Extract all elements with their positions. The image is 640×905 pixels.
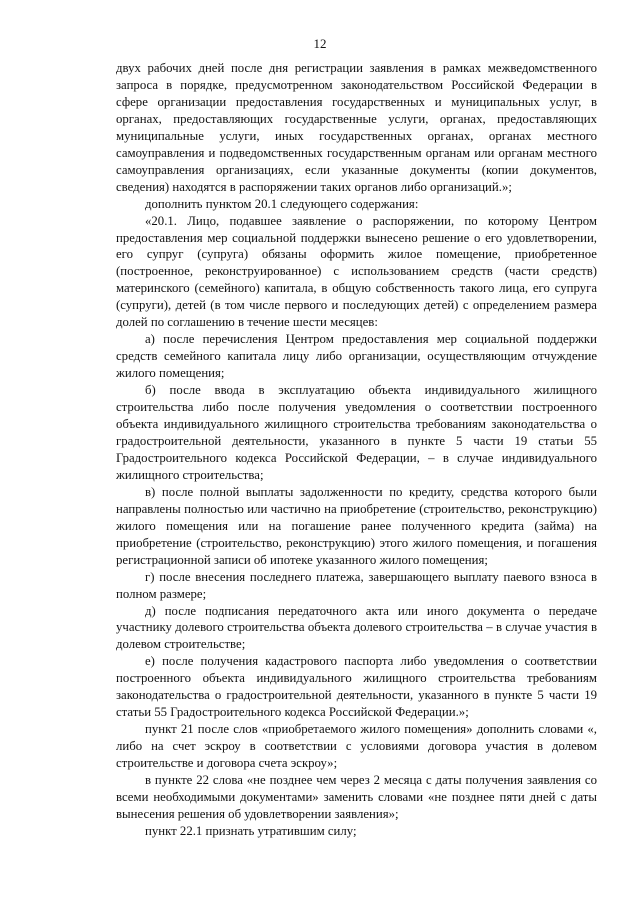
paragraph-20-1: «20.1. Лицо, подавшее заявление о распоряжении, по которому Центром предоставления мер социальной поддержки вынесено решение о его удовлетворении, его супруг (супруга) обязаны оформить жилое помещение, приобретенное (построенное, реконструированное) с использованием средств (части средств) материнского (семейного) капитала, в общую собственность такого лица, его супруга (супруги), детей (в том числе первого и последующих детей) с определением размера долей по соглашению в течение шести месяцев: bbox=[116, 213, 597, 330]
paragraph-amendment-add-20-1: дополнить пунктом 20.1 следующего содержания: bbox=[145, 196, 419, 211]
paragraph-point-22-1: пункт 22.1 признать утратившим силу; bbox=[145, 823, 357, 838]
paragraph-item-b: б) после ввода в эксплуатацию объекта индивидуального жилищного строительства либо после получения уведомления о соответствии построенного объекта индивидуального жилищного строительства требованиям законодательства о градостроительной деятельности, указанного в пункте 5 части 19 статьи 55 Градостроительного кодекса Российской Федерации, – в случае индивидуального жилищного строительства; bbox=[116, 383, 597, 482]
paragraph-item-d: д) после подписания передаточного акта или иного документа о передаче участнику долевого строительства объекта долевого строительства – в случае участия в долевом строительстве; bbox=[116, 603, 597, 652]
paragraph-item-a: а) после перечисления Центром предоставления мер социальной поддержки средств семейного капитала лицу либо организации, осуществляющим отчуждение жилого помещения; bbox=[116, 332, 597, 381]
paragraph-item-g: г) после внесения последнего платежа, завершающего выплату паевого взноса в полном размере; bbox=[116, 569, 597, 601]
paragraph-continuation: двух рабочих дней после дня регистрации заявления в рамках межведомственного запроса в порядке, предусмотренном законодательством Российской Федерации в сфере организации предоставления государственных и муниципальных услуг, в органах, предоставляющих государственные услуги, органах, предоставляющих муниципальные услуги, иных государственных органах, органах местного самоуправления и подведомственных государственным органам или органам местного самоуправления организациях, если указанные документы (копии документов, сведения) находятся в распоряжении таких органов либо организаций.»; bbox=[116, 61, 597, 194]
paragraph-point-22: в пункте 22 слова «не позднее чем через 2 месяца с даты получения заявления со всеми необходимыми документами» заменить словами «не позднее пяти дней с даты вынесения решения об удовлетворении заявления»; bbox=[116, 773, 597, 821]
document-body bbox=[116, 60, 597, 840]
paragraph-point-21: пункт 21 после слов «приобретаемого жилого помещения» дополнить словами «, либо на счет эскроу в соответствии с условиями договора участия в долевом строительстве и договора счета эскроу»; bbox=[116, 722, 597, 771]
paragraph-item-e: е) после получения кадастрового паспорта либо уведомления о соответствии построенного объекта индивидуального жилищного строительства требованиям законодательства о градостроительной деятельности, указанного в пункте 5 части 19 статьи 55 Градостроительного кодекса Российской Федерации.»; bbox=[116, 654, 597, 720]
paragraph-item-v: в) после полной выплаты задолженности по кредиту, средства которого были направлены полностью или частично на приобретение (строительство, реконструкцию) жилого помещения или на погашение ранее полученного кредита (займа) на приобретение (строительство, реконструкцию) этого жилого помещения, и погашения регистрационной записи об ипотеке указанного жилого помещения; bbox=[116, 484, 597, 567]
page-number: 12 bbox=[313, 36, 327, 51]
